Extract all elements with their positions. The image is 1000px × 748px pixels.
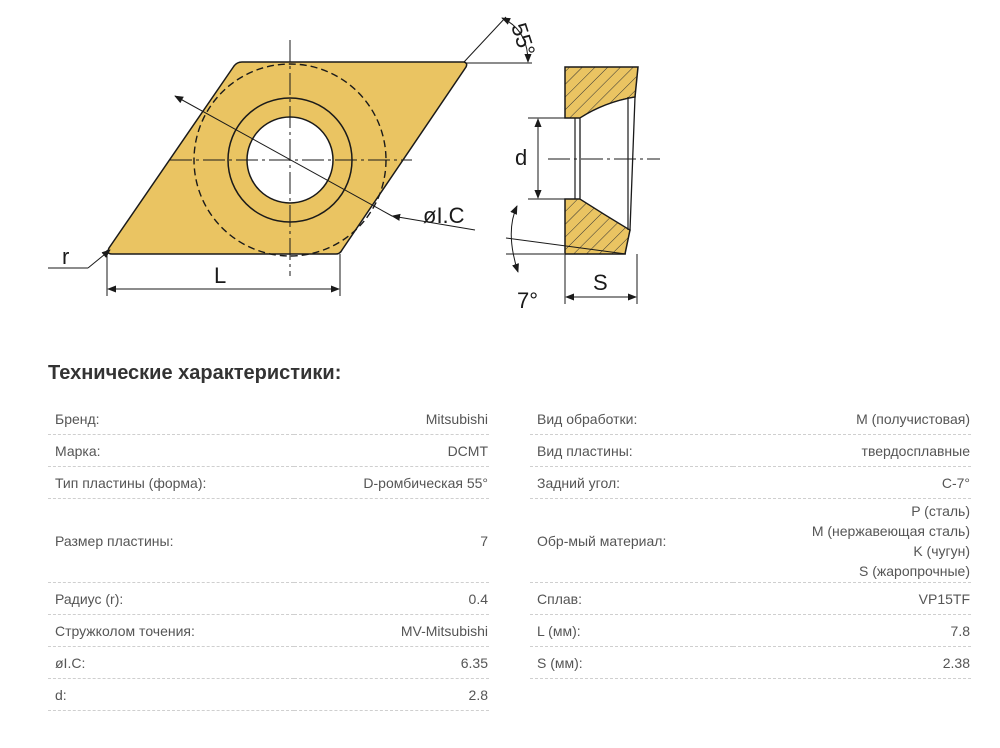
table-row (48, 583, 489, 615)
spec-value: M (получистовая) (733, 403, 971, 435)
spec-value: 7 (294, 499, 489, 583)
spec-value: 0.4 (294, 583, 489, 615)
S-label: S (593, 270, 608, 295)
material-item: M (нержавеющая сталь) (811, 522, 970, 539)
spec-label: Задний угол: (530, 467, 733, 499)
table-row (530, 647, 971, 679)
spec-label: d: (48, 679, 294, 711)
table-row (530, 403, 971, 435)
ic-label: øI.C (423, 203, 465, 228)
table-row (48, 679, 489, 711)
table-row (530, 435, 971, 467)
insert-top-view (48, 17, 540, 296)
spec-value-list (733, 499, 971, 583)
table-row (48, 615, 489, 647)
angle-tip-label: 55° (506, 19, 541, 60)
material-item: P (сталь) (911, 502, 970, 519)
angle-extension-line (464, 17, 506, 62)
table-row (48, 647, 489, 679)
specs-title: Технические характеристики: (48, 362, 342, 384)
spec-value: Mitsubishi (294, 403, 489, 435)
spec-label: øI.C: (48, 647, 294, 679)
L-label: L (214, 263, 227, 288)
table-row (530, 467, 971, 499)
spec-value: VP15TF (733, 583, 971, 615)
table-row (48, 403, 489, 435)
spec-label: S (мм): (530, 647, 733, 679)
d-label: d (515, 145, 528, 170)
spec-label: L (мм): (530, 615, 733, 647)
spec-value: 2.8 (294, 679, 489, 711)
spec-value: MV-Mitsubishi (294, 615, 489, 647)
spec-value: 2.38 (733, 647, 971, 679)
spec-value: твердосплавные (733, 435, 971, 467)
spec-label: Стружколом точения: (48, 615, 294, 647)
table-row (530, 583, 971, 615)
specs-table-left (48, 403, 489, 711)
spec-value: 6.35 (294, 647, 489, 679)
spec-label: Тип пластины (форма): (48, 467, 294, 499)
insert-technical-drawing (0, 0, 1000, 320)
material-item: K (чугун) (913, 542, 970, 559)
spec-value: D-ромбическая 55° (294, 467, 489, 499)
radius-label: r (62, 244, 70, 269)
spec-label: Вид обработки: (530, 403, 733, 435)
spec-label: Размер пластины: (48, 499, 294, 583)
spec-label: Вид пластины: (530, 435, 733, 467)
spec-value: DCMT (294, 435, 489, 467)
spec-label: Марка: (48, 435, 294, 467)
spec-value: 7.8 (733, 615, 971, 647)
specs-table-right (530, 403, 971, 679)
material-item: S (жаропрочные) (859, 562, 970, 579)
insert-section-view (506, 67, 660, 313)
table-row (48, 467, 489, 499)
table-row (48, 499, 489, 583)
spec-value: C-7° (733, 467, 971, 499)
table-row (48, 435, 489, 467)
table-row (530, 499, 971, 583)
table-row (530, 615, 971, 647)
spec-label: Обр-мый материал: (530, 499, 733, 583)
spec-label: Радиус (r): (48, 583, 294, 615)
clearance-angle-label: 7° (517, 288, 539, 313)
spec-label: Бренд: (48, 403, 294, 435)
spec-label: Сплав: (530, 583, 733, 615)
